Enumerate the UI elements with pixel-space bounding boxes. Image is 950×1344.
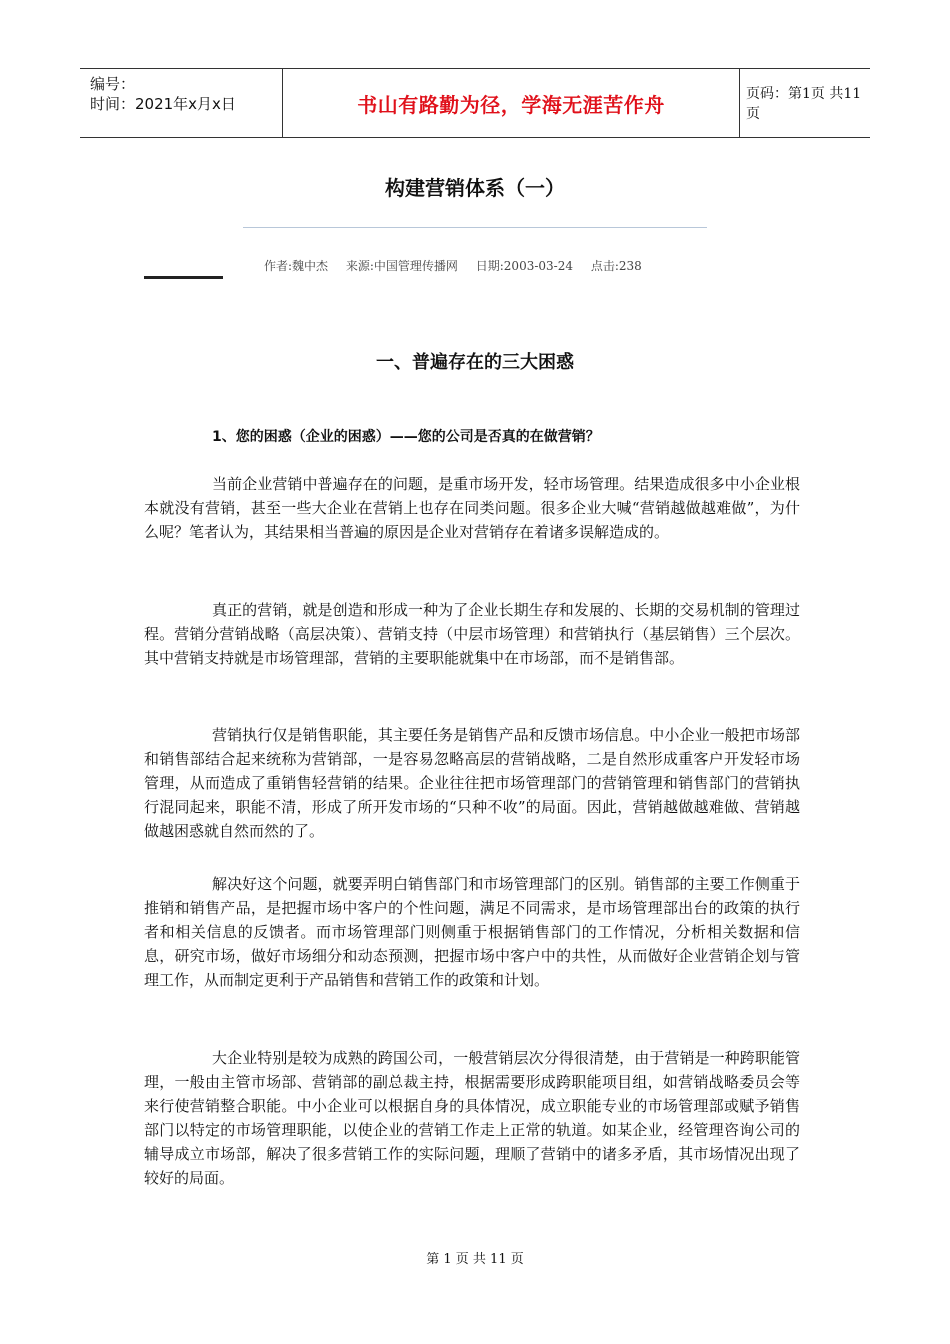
- article-source: 来源:中国管理传播网: [345, 259, 458, 273]
- section-heading: 一、普遍存在的三大困惑: [376, 352, 574, 373]
- page-header: [80, 68, 870, 138]
- header-page-number: 页码：第1页 共11页: [746, 86, 862, 122]
- document-number-label: 编号：: [90, 75, 136, 93]
- title-divider: [243, 227, 707, 228]
- body-paragraph: 营销执行仅是销售职能，其主要任务是销售产品和反馈市场信息。中小企业一般把市场部和销售部结合起来统称为营销部，一是容易忽略高层的营销战略，二是自然形成重客户开发轻市场管理，从而造成了重销售轻营销的结果。企业往往把市场管理部门的营销管理和销售部门的营销执行混同起来，职能不清，形成了所开发市场的“只种不收”的局面。因此，营销越做越难做、营销越做越困惑就自然而然的了。: [144, 726, 800, 840]
- body-paragraph: 真正的营销，就是创造和形成一种为了企业长期生存和发展的、长期的交易机制的管理过程。营销分营销战略（高层决策）、营销支持（中层市场管理）和营销执行（基层销售）三个层次。其中营销支持就是市场管理部，营销的主要职能就集中在市场部，而不是销售部。: [144, 601, 800, 667]
- body-paragraph: 当前企业营销中普遍存在的问题，是重市场开发，轻市场管理。结果造成很多中小企业根本就没有营销，甚至一些大企业在营销上也存在同类问题。很多企业大喊“营销越做越难做”，为什么呢？笔者认为，其结果相当普遍的原因是企业对营销存在着诸多误解造成的。: [144, 475, 800, 541]
- article-date: 日期:2003-03-24: [475, 259, 573, 273]
- header-motto: 书山有路勤为径，学海无涯苦作舟: [357, 92, 665, 117]
- header-meta-cell: [80, 69, 282, 137]
- header-page-cell: [740, 69, 870, 137]
- article-author: 作者:魏中杰: [264, 259, 329, 273]
- left-accent-bar: [144, 276, 223, 279]
- document-time-label: 时间：2021年x月x日: [90, 95, 236, 113]
- article-title: 构建营销体系（一）: [385, 176, 565, 200]
- article-clicks: 点击:238: [590, 259, 642, 273]
- body-paragraph: 大企业特别是较为成熟的跨国公司，一般营销层次分得很清楚，由于营销是一种跨职能管理，一般由主管市场部、营销部的副总裁主持，根据需要形成跨职能项目组，如营销战略委员会等来行使营销整合职能。中小企业可以根据自身的具体情况，成立职能专业的市场管理部或赋予销售部门以特定的市场管理职能，以使企业的营销工作走上正常的轨道。如某企业，经管理咨询公司的辅导成立市场部，解决了很多营销工作的实际问题，理顺了营销中的诸多矛盾，其市场情况出现了较好的局面。: [144, 1049, 800, 1187]
- header-motto-cell: [282, 69, 740, 137]
- article-meta: [264, 257, 656, 274]
- subsection-heading: 1、您的困惑（企业的困惑）——您的公司是否真的在做营销？: [212, 429, 600, 445]
- body-paragraph: 解决好这个问题，就要弄明白销售部门和市场管理部门的区别。销售部的主要工作侧重于推销和销售产品，是把握市场中客户的个性问题，满足不同需求，是市场管理部出台的政策的执行者和相关信息的反馈者。而市场管理部门则侧重于根据销售部门的工作情况，分析相关数据和信息，研究市场，做好市场细分和动态预测，把握市场中客户中的共性，从而做好企业营销企划与管理工作，从而制定更利于产品销售和营销工作的政策和计划。: [144, 875, 800, 989]
- page-footer: 第 1 页 共 11 页: [426, 1252, 524, 1267]
